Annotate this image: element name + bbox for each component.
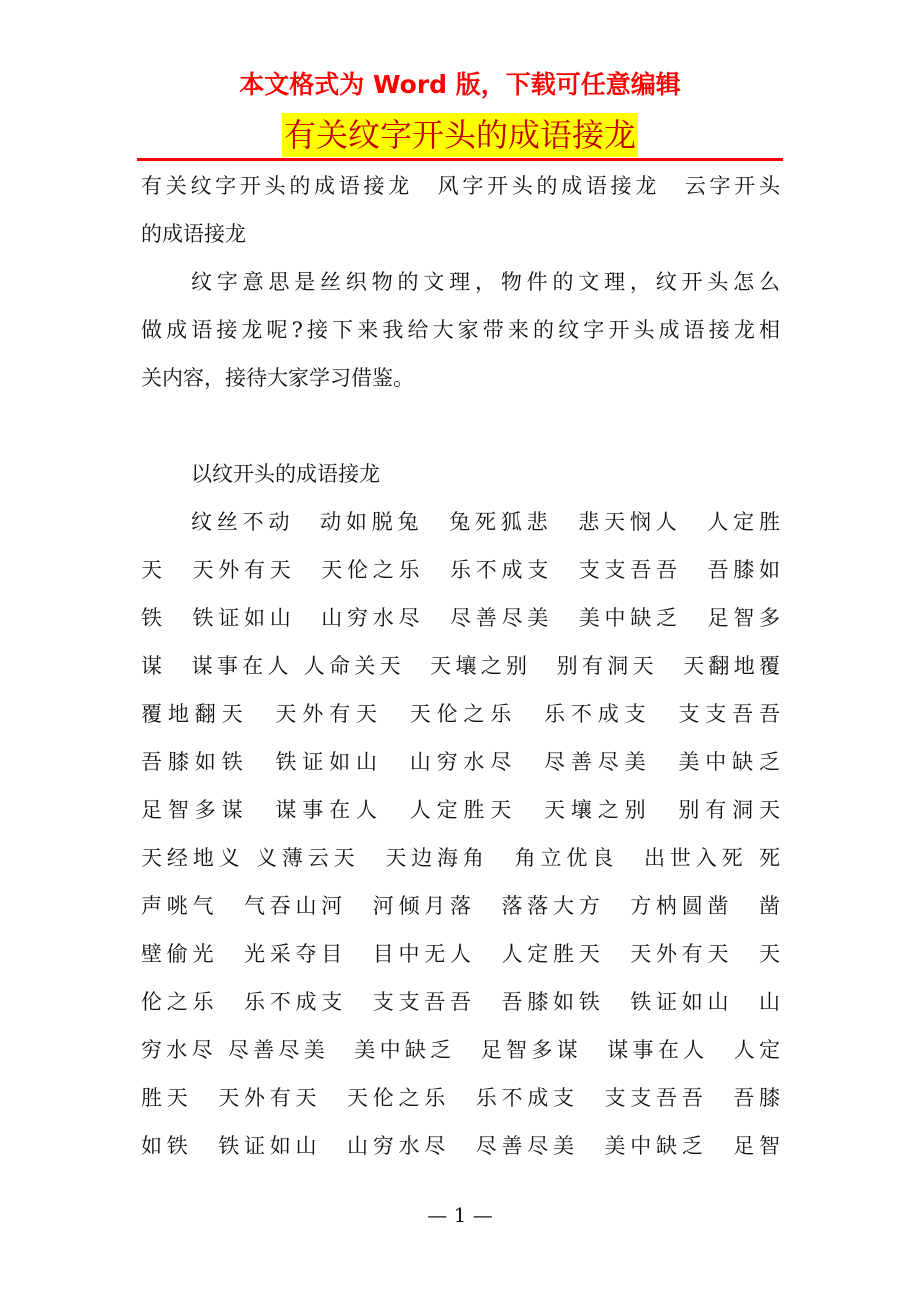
title-divider [137, 158, 783, 161]
page-number: — 1 — [427, 1203, 493, 1227]
idiom-chain-line: 覆地翻天 天外有天 天伦之乐 乐不成支 支支吾吾 [141, 702, 780, 726]
idiom-chain-line: 铁 铁证如山 山穷水尽 尽善尽美 美中缺乏 足智多 [141, 606, 780, 630]
idiom-chain-line: 天 天外有天 天伦之乐 乐不成支 支支吾吾 吾膝如 [141, 558, 780, 582]
idiom-chain-line: 谋 谋事在人 人命关天 天壤之别 别有洞天 天翻地覆 [141, 654, 780, 678]
idiom-chain-line: 伦之乐 乐不成支 支支吾吾 吾膝如铁 铁证如山 山 [141, 990, 780, 1014]
format-notice: 本文格式为 Word 版，下载可任意编辑 [239, 70, 681, 99]
document-title: 有关纹字开头的成语接龙 [282, 113, 638, 157]
idiom-chain-line: 胜天 天外有天 天伦之乐 乐不成支 支支吾吾 吾膝 [141, 1086, 780, 1110]
section-heading: 以纹开头的成语接龙 [191, 462, 380, 486]
paragraph-line: 的成语接龙 [141, 222, 246, 246]
idiom-chain-line: 天经地义 义薄云天 天边海角 角立优良 出世入死 死 [141, 846, 780, 870]
idiom-chain-line: 声咷气 气吞山河 河倾月落 落落大方 方枘圆凿 凿 [141, 894, 780, 918]
idiom-chain-line: 吾膝如铁 铁证如山 山穷水尽 尽善尽美 美中缺乏 [141, 750, 780, 774]
paragraph-line: 做成语接龙呢?接下来我给大家带来的纹字开头成语接龙相 [141, 318, 780, 342]
paragraph-line: 有关纹字开头的成语接龙 风字开头的成语接龙 云字开头 [141, 174, 780, 198]
idiom-chain-line: 纹丝不动 动如脱兔 兔死狐悲 悲天悯人 人定胜 [191, 510, 780, 534]
idiom-chain-line: 足智多谋 谋事在人 人定胜天 天壤之别 别有洞天 [141, 798, 780, 822]
idiom-chain-line: 如铁 铁证如山 山穷水尽 尽善尽美 美中缺乏 足智 [141, 1134, 780, 1158]
paragraph-line: 纹字意思是丝织物的文理，物件的文理，纹开头怎么 [191, 270, 780, 294]
idiom-chain-line: 穷水尽 尽善尽美 美中缺乏 足智多谋 谋事在人 人定 [141, 1038, 780, 1062]
idiom-chain-line: 壁偷光 光采夺目 目中无人 人定胜天 天外有天 天 [141, 942, 780, 966]
paragraph-line: 关内容，接待大家学习借鉴。 [141, 366, 414, 390]
